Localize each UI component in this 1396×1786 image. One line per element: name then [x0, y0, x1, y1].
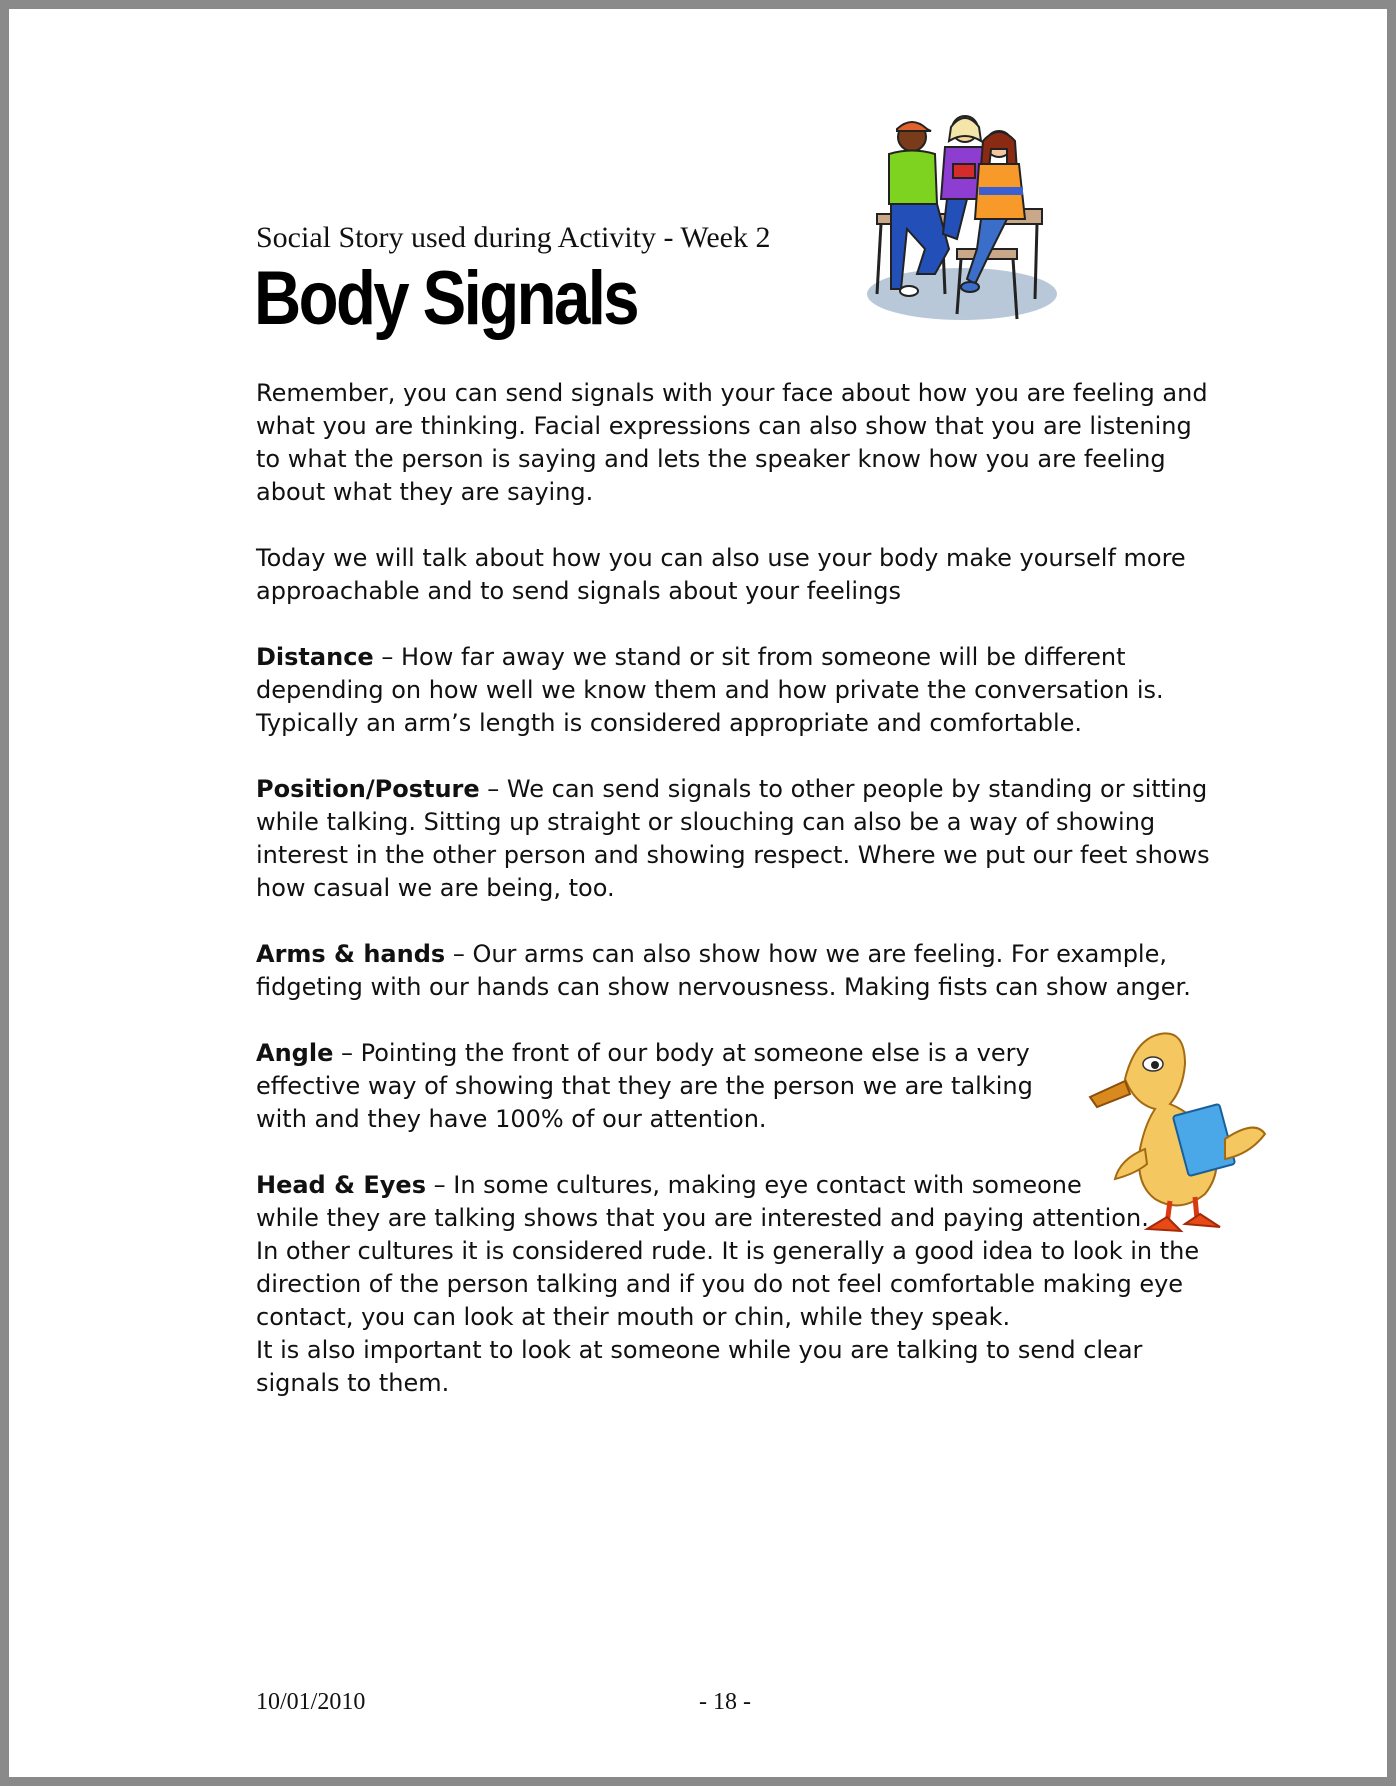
footer-page-number: - 18 - — [699, 1689, 751, 1715]
footer-date: 10/01/2010 — [256, 1689, 366, 1715]
angle-text: – Pointing the front of our body at someone else is a very effective way of showing that they are the person we are talking with and they have 100% of our attention. — [256, 1039, 1033, 1133]
body-text — [256, 377, 1216, 1433]
document-page — [9, 9, 1387, 1777]
distance-term: Distance — [256, 643, 374, 671]
position-term: Position/Posture — [256, 775, 480, 803]
arms-term: Arms & hands — [256, 940, 446, 968]
kids-talking-illustration — [857, 109, 1067, 334]
arms-paragraph — [256, 938, 1216, 1004]
distance-paragraph — [256, 641, 1216, 740]
arms-text: – Our arms can also show how we are feeling. For example, fidgeting with our hands can show nervousness. Making fists can show anger. — [256, 940, 1191, 1001]
intro-paragraph-2: Today we will talk about how you can also use your body make yourself more approachable and to send signals about your feelings — [256, 544, 1186, 605]
head-eyes-line-3: In other cultures it is considered rude. It is generally a good idea to look in the direction of the person talking and if you do not feel comfortable making eye contact, you can look at their mouth or chin, while they speak. — [256, 1237, 1200, 1331]
head-eyes-term: Head & Eyes — [256, 1171, 426, 1199]
page-title: Body Signals — [254, 256, 638, 341]
head-eyes-line-1: – In some cultures, making eye contact with someone — [425, 1171, 1082, 1199]
page-subtitle: Social Story used during Activity - Week 2 — [256, 221, 771, 254]
head-eyes-line-2: while they are talking shows that you are interested and paying attention. — [256, 1204, 1149, 1232]
angle-paragraph — [256, 1037, 1061, 1136]
position-paragraph — [256, 773, 1216, 905]
distance-text: – How far away we stand or sit from someone will be different depending on how well we know them and how private the conversation is. Typically an arm’s length is considered appropriate and comfortable. — [256, 643, 1164, 737]
head-eyes-paragraph — [256, 1169, 1216, 1400]
head-eyes-line-4: It is also important to look at someone while you are talking to send clear signals to them. — [256, 1336, 1143, 1397]
intro-paragraph-1: Remember, you can send signals with your face about how you are feeling and what you are thinking. Facial expressions can also show that you are listening to what the person is saying and lets the speaker know how you are feeling about what they are saying. — [256, 379, 1208, 506]
position-text: – We can send signals to other people by standing or sitting while talking. Sitting up straight or slouching can also be a way of showing interest in the other person and showing respect. Where we put our feet shows how casual we are being, too. — [256, 775, 1210, 902]
angle-term: Angle — [256, 1039, 334, 1067]
